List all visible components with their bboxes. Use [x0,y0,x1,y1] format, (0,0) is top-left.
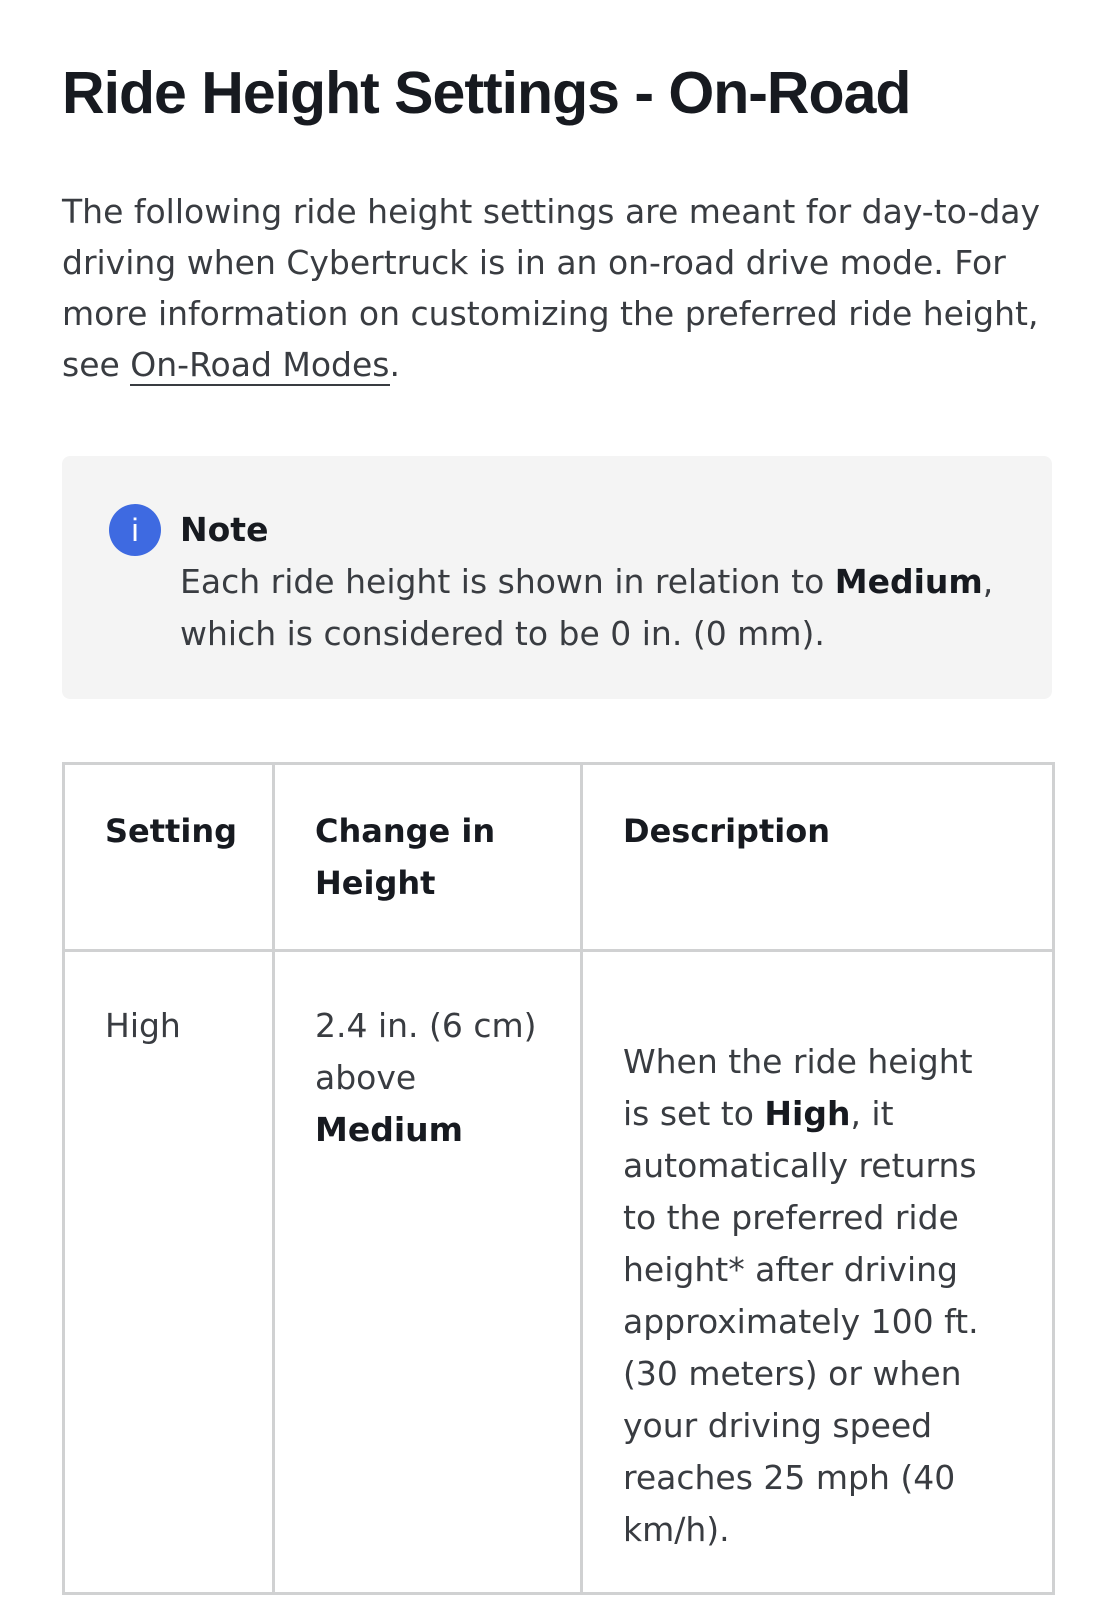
change-value [275,952,580,1156]
table-header-row [64,764,1054,951]
table-row [64,951,1054,1594]
header-change-label: Change in Height [315,812,496,902]
description-value [583,952,1052,1556]
info-icon: i [109,504,161,556]
page-title: Ride Height Settings - On-Road [62,60,911,126]
cell-description [582,951,1054,1594]
header-description [582,764,1054,951]
note-body [180,504,1020,660]
setting-value: High [105,1006,181,1045]
note-text-bold: Medium [834,562,983,601]
intro-text: The following ride height settings are meant for day-to-day driving when Cybertruck is in an on-road drive mode. For more information on customizing the preferred ride height, see [62,192,1041,384]
change-text: 2.4 in. (6 cm) above [315,1006,537,1097]
desc-text-end: , it automatically returns to the preferred ride height* after driving approximately 100 ft. (30 meters) or when your driving speed reaches 25 mph (40 km/h). [623,1094,979,1549]
change-bold: Medium [315,1110,464,1149]
ride-height-table [62,762,1055,1595]
header-setting [64,764,274,951]
desc-bold: High [764,1094,851,1133]
note-box [62,456,1052,699]
intro-paragraph [62,186,1052,390]
desc-text-start: When the ride height is set to [623,1042,973,1133]
header-change-in-height [274,764,582,951]
header-description-label: Description [623,812,830,850]
note-heading: Note [180,510,269,549]
note-text [180,556,1020,660]
on-road-modes-link[interactable]: On-Road Modes [130,345,390,384]
cell-setting [64,951,274,1594]
note-text-start: Each ride height is shown in relation to [180,562,835,601]
header-setting-label: Setting [105,812,237,850]
note-text-end: , which is considered to be 0 in. (0 mm). [180,562,994,653]
intro-text-end: . [389,345,400,384]
cell-change [274,951,582,1594]
